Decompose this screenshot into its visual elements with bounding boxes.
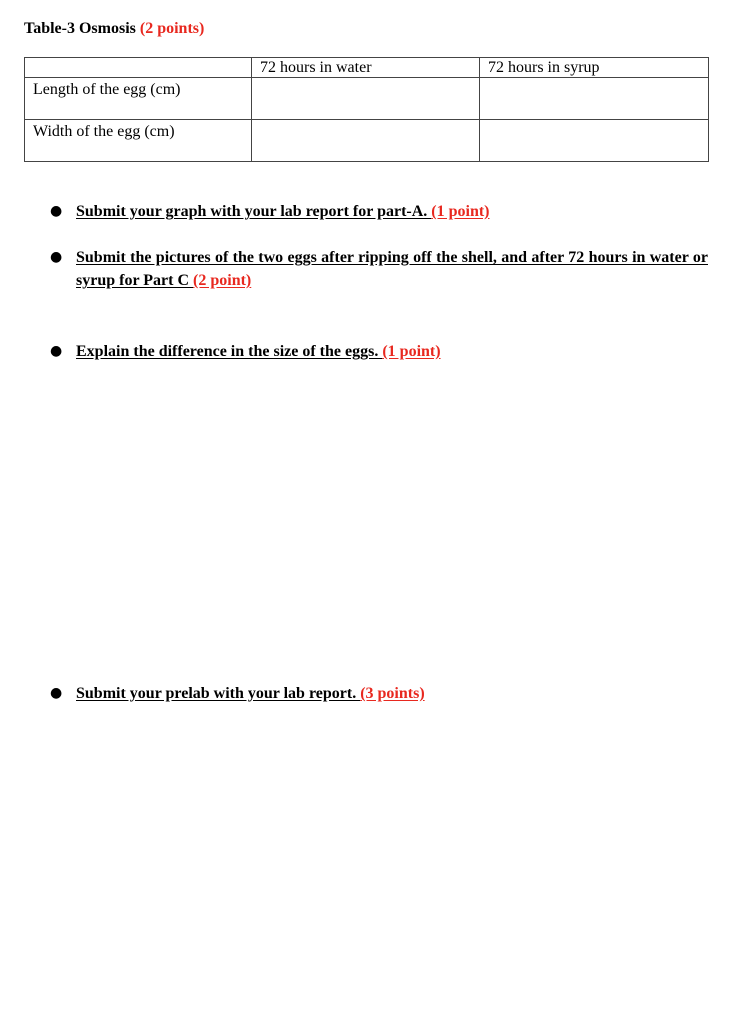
list-item-explain-difference [50, 340, 708, 363]
bullet-points: (2 point) [193, 272, 252, 289]
bullet-points: (1 point) [431, 203, 490, 220]
bullet-icon: ● [50, 343, 63, 359]
table-row [25, 120, 709, 162]
list-item-submit-prelab [50, 682, 708, 705]
list-item-submit-pictures [50, 246, 708, 292]
table-row [25, 78, 709, 120]
cell-width-syrup[interactable] [480, 120, 709, 162]
cell-length-syrup[interactable] [480, 78, 709, 120]
page-title [24, 19, 204, 39]
row-label-length: Length of the egg (cm) [25, 78, 252, 120]
table-header-row [25, 58, 709, 78]
bullet-icon: ● [50, 249, 63, 265]
row-label-width: Width of the egg (cm) [25, 120, 252, 162]
osmosis-table [24, 57, 709, 162]
title-points: (2 points) [139, 20, 205, 37]
bullet-text: Explain the difference in the size of the eggs. [76, 343, 383, 360]
cell-width-water[interactable] [252, 120, 480, 162]
header-cell-empty [25, 58, 252, 78]
bullet-points: (1 point) [382, 343, 441, 360]
cell-length-water[interactable] [252, 78, 480, 120]
bullet-text: Submit your graph with your lab report for part-A. [76, 203, 432, 220]
title-text: Table-3 Osmosis [24, 20, 136, 37]
bullet-text: Submit your prelab with your lab report. [76, 685, 361, 702]
bullet-points: (3 points) [360, 685, 425, 702]
header-cell-syrup: 72 hours in syrup [480, 58, 709, 78]
header-cell-water: 72 hours in water [252, 58, 480, 78]
bullet-icon: ● [50, 685, 63, 701]
bullet-icon: ● [50, 203, 63, 219]
bullet-text: Submit the pictures of the two eggs after ripping off the shell, and after 72 hours in water or syrup for Part C [76, 249, 708, 289]
list-item-submit-graph [50, 200, 708, 223]
